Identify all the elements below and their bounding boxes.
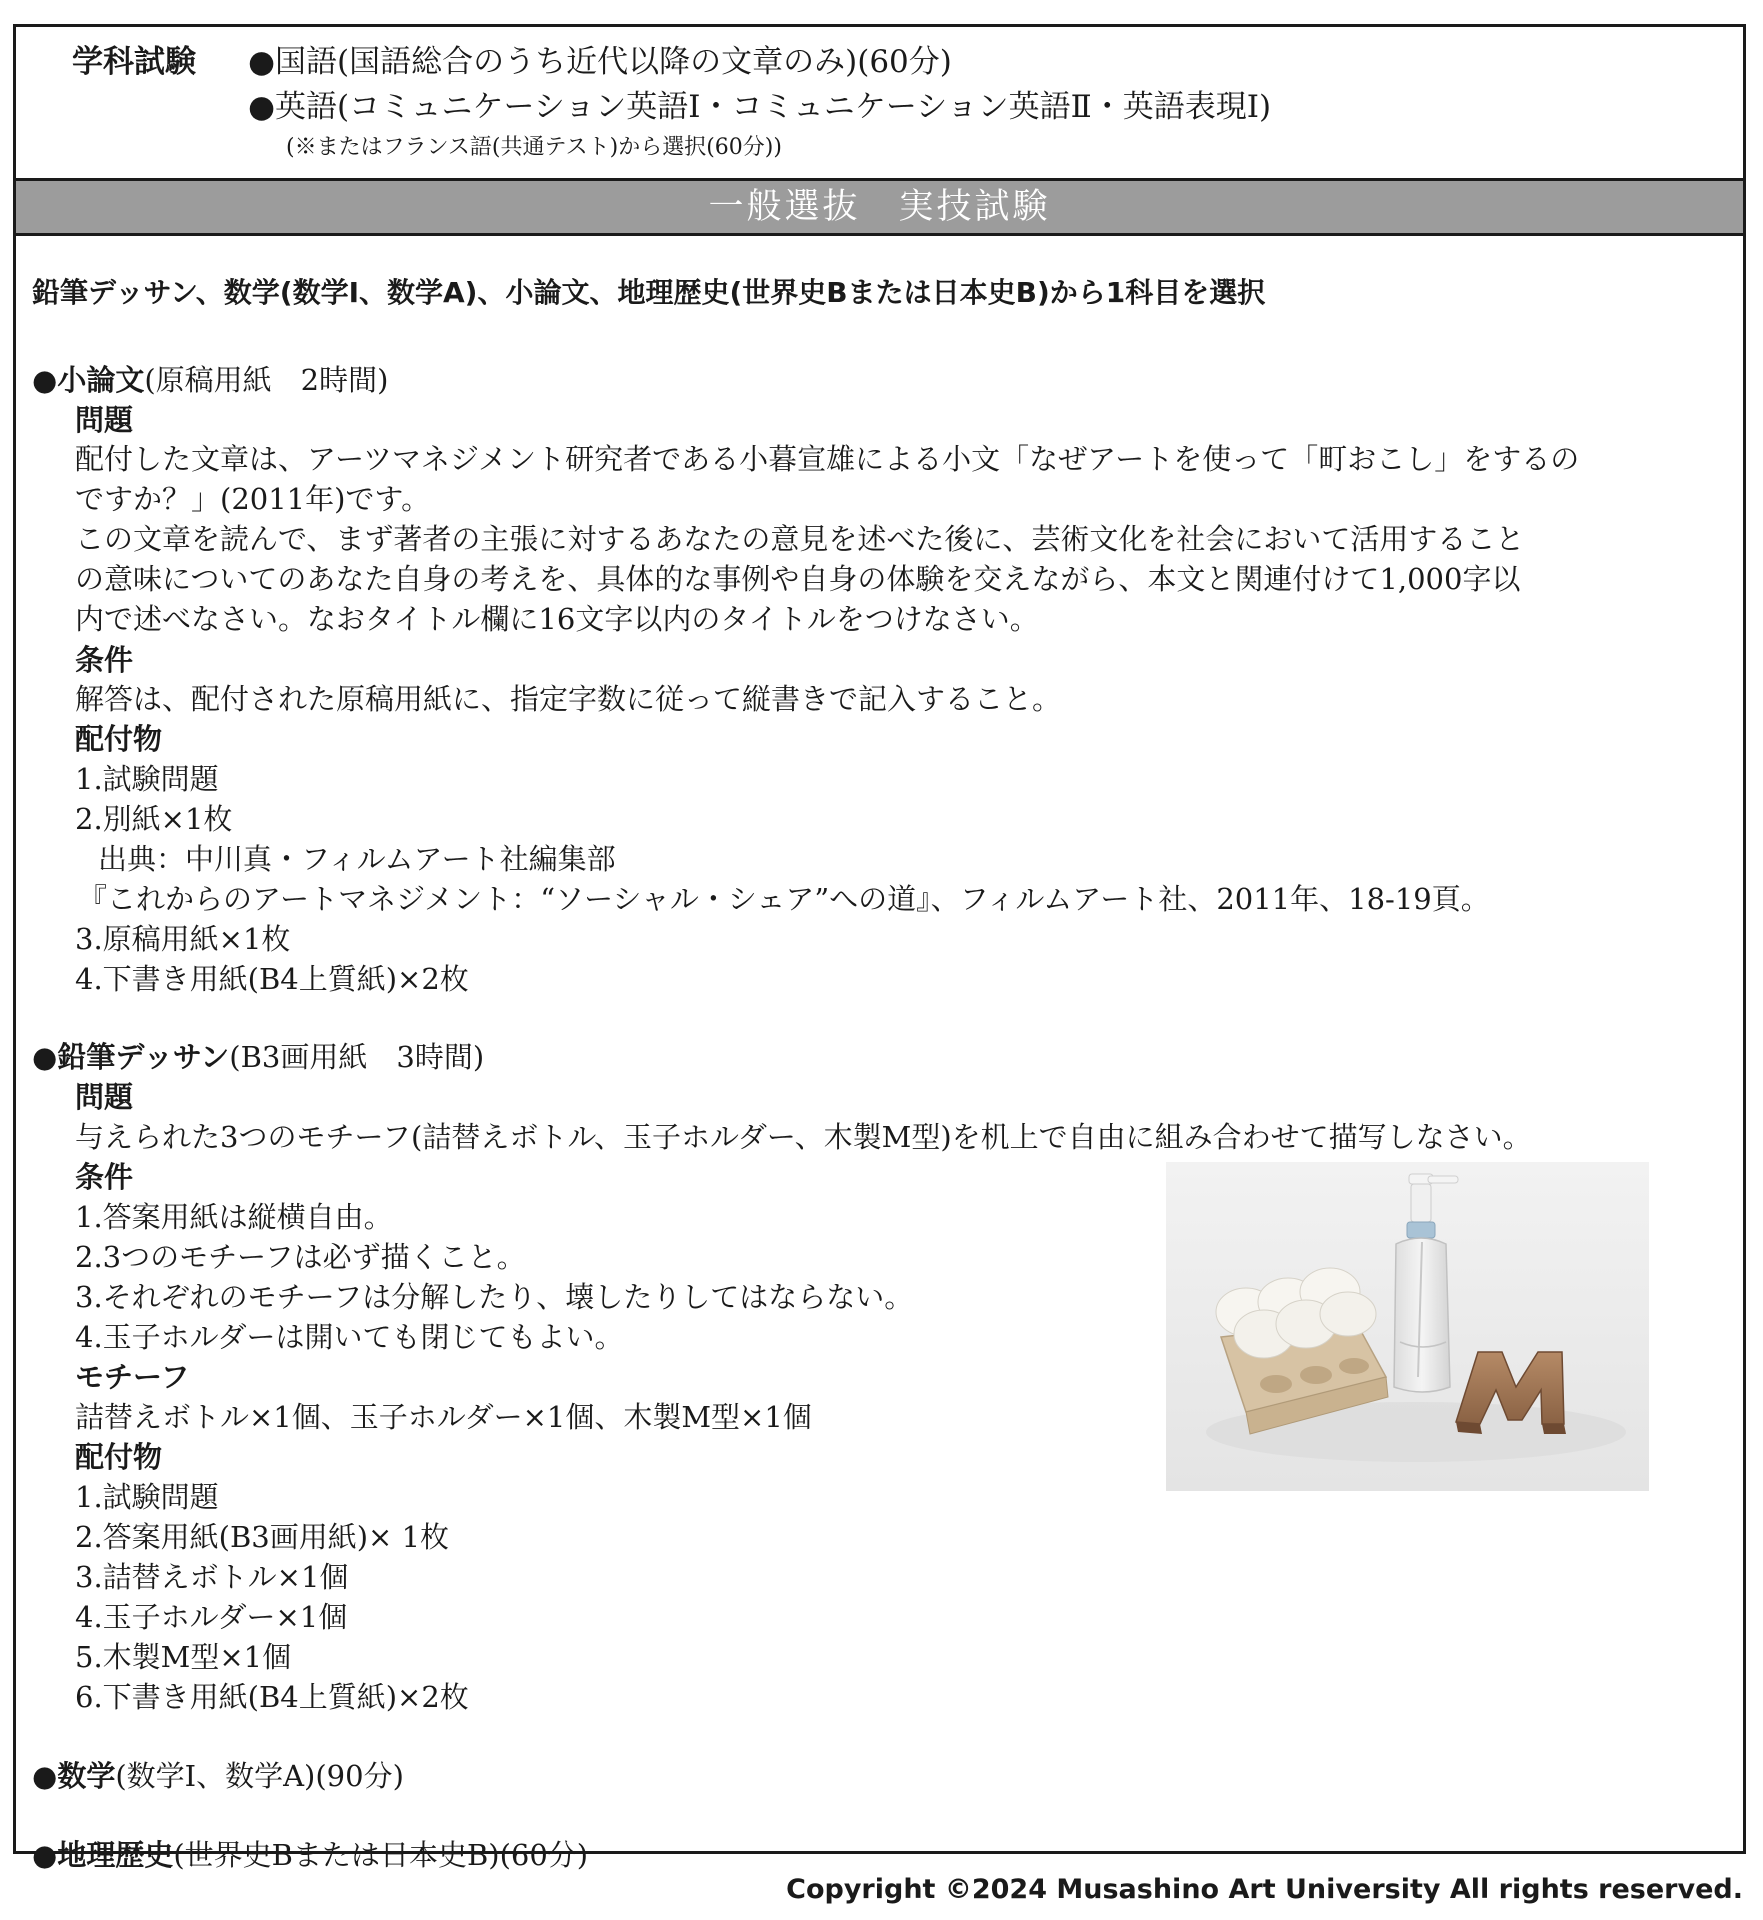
dessin-joken-line: 3.それぞれのモチーフは分解したり、壊したりしてはならない。	[75, 1280, 914, 1314]
written-exam-label: 学科試験	[72, 44, 196, 80]
bullet-icon: ●	[32, 1759, 58, 1793]
math-title: 数学	[57, 1759, 116, 1793]
essay-haifu-label: 配付物	[75, 722, 163, 756]
essay-mondai-line: 内で述べなさい。なおタイトル欄に16文字以内のタイトルをつけなさい。	[75, 602, 1039, 636]
essay-source-label: 出典：中川真・フィルムアート社編集部	[98, 842, 616, 876]
essay-haifu-item: 4.下書き用紙(B4上質紙)×2枚	[75, 962, 469, 996]
written-exam-english: ●英語(コミュニケーション英語Ⅰ・コミュニケーション英語Ⅱ・英語表現Ⅰ)	[248, 89, 1272, 125]
dessin-motif-label: モチーフ	[75, 1360, 190, 1394]
dessin-detail: (B3画用紙 3時間)	[229, 1040, 485, 1074]
essay-mondai-line: の意味についてのあなた自身の考えを、具体的な事例や自身の体験を交えながら、本文と関連付けて1,000字以	[75, 562, 1521, 596]
essay-haifu-item: 1.試験問題	[75, 762, 219, 796]
dessin-haifu-item: 2.答案用紙(B3画用紙)× 1枚	[75, 1520, 450, 1554]
dessin-joken-line: 1.答案用紙は縦横自由。	[75, 1200, 393, 1234]
essay-heading	[32, 360, 388, 400]
dessin-motif-line: 詰替えボトル×1個、玉子ホルダー×1個、木製M型×1個	[75, 1400, 812, 1434]
section-banner: 一般選抜 実技試験	[16, 181, 1743, 236]
copyright-notice: Copyright ©2024 Musashino Art University All rights reserved.	[786, 1874, 1743, 1905]
dessin-haifu-item: 6.下書き用紙(B4上質紙)×2枚	[75, 1680, 469, 1714]
dessin-mondai-label: 問題	[75, 1080, 134, 1114]
written-exam-section	[16, 27, 1743, 181]
dessin-haifu-item: 5.木製M型×1個	[75, 1640, 292, 1674]
geo-history-title: 地理歴史	[57, 1838, 174, 1872]
dessin-haifu-item: 1.試験問題	[75, 1480, 219, 1514]
essay-mondai-label: 問題	[75, 403, 134, 437]
motif-photo	[1166, 1162, 1649, 1491]
bullet-icon: ●	[32, 1838, 58, 1872]
essay-detail: (原稿用紙 2時間)	[144, 363, 389, 397]
geo-history-heading	[32, 1835, 588, 1875]
essay-haifu-item: 3.原稿用紙×1枚	[75, 922, 291, 956]
dessin-title: 鉛筆デッサン	[57, 1040, 230, 1074]
geo-history-detail: (世界史Bまたは日本史B)(60分)	[173, 1838, 589, 1872]
essay-source-title: 『これからのアートマネジメント：“ソーシャル・シェア”への道』、フィルムアート社、2011年、18-19頁。	[78, 882, 1490, 916]
bullet-icon: ●	[32, 363, 58, 397]
bullet-icon: ●	[32, 1040, 58, 1074]
dessin-joken-line: 2.3つのモチーフは必ず描くこと。	[75, 1240, 526, 1274]
essay-joken-label: 条件	[75, 643, 134, 677]
dessin-haifu-label: 配付物	[75, 1440, 163, 1474]
essay-title: 小論文	[57, 363, 145, 397]
math-detail: (数学Ⅰ、数学A)(90分)	[115, 1759, 404, 1793]
dessin-joken-label: 条件	[75, 1160, 134, 1194]
essay-joken-line: 解答は、配付された原稿用紙に、指定字数に従って縦書きで記入すること。	[75, 682, 1062, 716]
exam-frame	[13, 24, 1746, 1872]
written-exam-note: (※またはフランス語(共通テスト)から選択(60分))	[286, 135, 782, 160]
dessin-joken-line: 4.玉子ホルダーは開いても閉じてもよい。	[75, 1320, 624, 1354]
dessin-haifu-item: 4.玉子ホルダー×1個	[75, 1600, 348, 1634]
essay-haifu-item: 2.別紙×1枚	[75, 802, 233, 836]
essay-mondai-line: この文章を読んで、まず著者の主張に対するあなたの意見を述べた後に、芸術文化を社会において活用すること	[75, 522, 1525, 556]
essay-mondai-line: ですか？」(2011年)です。	[75, 482, 431, 516]
essay-mondai-line: 配付した文章は、アーツマネジメント研究者である小暮宣雄による小文「なぜアートを使って「町おこし」をするの	[75, 442, 1580, 476]
selection-lead: 鉛筆デッサン、数学(数学Ⅰ、数学A)、小論文、地理歴史(世界史Bまたは日本史B)から1科目を選択	[32, 276, 1266, 309]
dessin-haifu-item: 3.詰替えボトル×1個	[75, 1560, 349, 1594]
dessin-mondai-line: 与えられた3つのモチーフ(詰替えボトル、玉子ホルダー、木製M型)を机上で自由に組み合わせて描写しなさい。	[75, 1120, 1532, 1154]
dessin-heading	[32, 1037, 484, 1077]
math-heading	[32, 1756, 404, 1796]
written-exam-japanese: ●国語(国語総合のうち近代以降の文章のみ)(60分)	[248, 44, 952, 80]
